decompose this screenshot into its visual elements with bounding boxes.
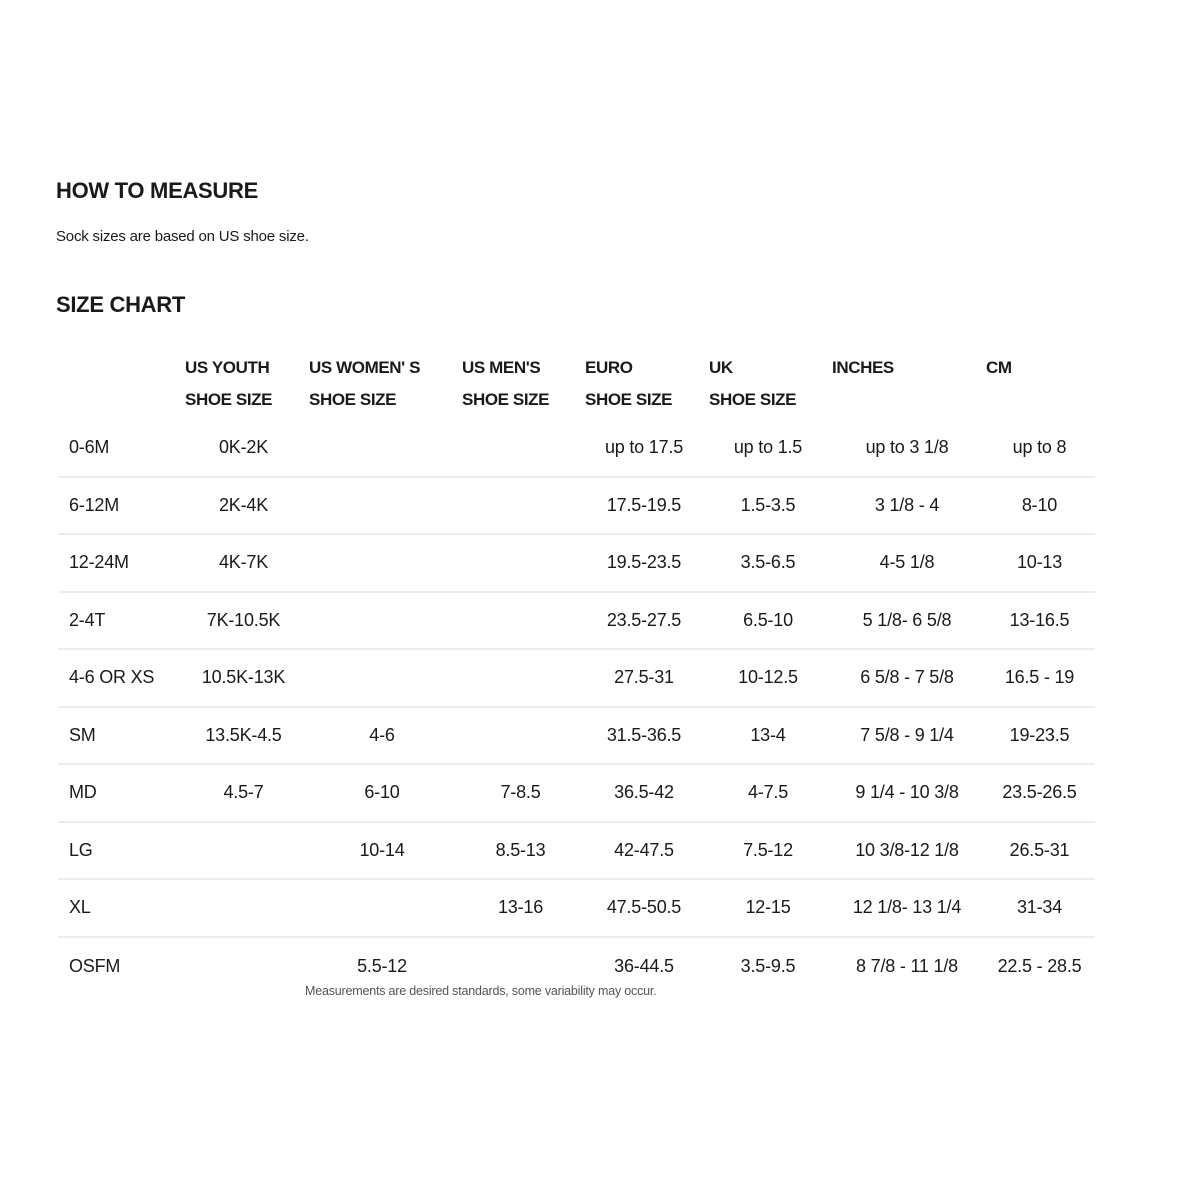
cell-inches: 5 1/8- 6 5/8: [862, 609, 952, 630]
how-to-measure-heading: HOW TO MEASURE: [56, 178, 258, 203]
cell-inches: 3 1/8 - 4: [874, 494, 940, 515]
cell-cm: 19-23.5: [1009, 724, 1070, 745]
cell-us-men: 7-8.5: [500, 782, 541, 803]
header-us-women: US WOMEN' S SHOE SIZE: [309, 358, 421, 409]
cell-us-men: 8.5-13: [495, 839, 546, 860]
cell-size: MD: [69, 782, 97, 803]
cell-uk: 4-7.5: [747, 782, 789, 803]
cell-size: 2-4T: [69, 609, 106, 630]
cell-us-women: 6-10: [364, 782, 400, 803]
cell-us-women: 4-6: [369, 724, 395, 745]
cell-cm: 13-16.5: [1009, 609, 1070, 630]
header-us-youth: US YOUTH SHOE SIZE: [185, 358, 273, 409]
cell-size: XL: [69, 897, 91, 918]
cell-euro: 27.5-31: [614, 667, 674, 688]
cell-inches: 6 5/8 - 7 5/8: [860, 667, 954, 688]
cell-inches: 8 7/8 - 11 1/8: [856, 955, 958, 976]
cell-uk: 3.5-6.5: [740, 552, 796, 573]
cell-inches: 9 1/4 - 10 3/8: [855, 782, 959, 803]
table-row: [58, 765, 1095, 823]
cell-euro: 36.5-42: [614, 782, 674, 803]
cell-uk: 1.5-3.5: [740, 494, 796, 515]
cell-cm: 26.5-31: [1009, 839, 1070, 860]
table-row: [58, 420, 1095, 478]
table-row: [58, 880, 1095, 938]
cell-us-youth: 0K-2K: [218, 437, 269, 458]
cell-cm: 31-34: [1016, 897, 1063, 918]
cell-euro: 17.5-19.5: [606, 494, 682, 515]
cell-inches: 10 3/8-12 1/8: [855, 839, 959, 860]
cell-us-women: 10-14: [359, 839, 405, 860]
cell-uk: 12-15: [745, 897, 791, 918]
table-row: [58, 593, 1095, 651]
cell-uk: 13-4: [750, 724, 786, 745]
cell-size: 12-24M: [69, 552, 129, 573]
header-size: [58, 352, 182, 420]
cell-us-men: 13-16: [497, 897, 544, 918]
cell-us-youth: 10.5K-13K: [201, 667, 286, 688]
table-row: [58, 823, 1095, 881]
header-cm: CM: [986, 358, 1012, 377]
cell-us-youth: 2K-4K: [218, 494, 269, 515]
cell-cm: 16.5 - 19: [1004, 667, 1075, 688]
cell-euro: 36-44.5: [614, 955, 674, 976]
cell-uk: 10-12.5: [738, 667, 798, 688]
size-chart-heading: SIZE CHART: [56, 292, 186, 317]
cell-cm: 23.5-26.5: [1002, 782, 1077, 803]
measurement-note: Measurements are desired standards, some variability may occur.: [305, 984, 657, 998]
cell-us-youth: 13.5K-4.5: [205, 724, 282, 745]
header-uk: UK SHOE SIZE: [709, 358, 797, 409]
header-euro: EURO SHOE SIZE: [585, 358, 673, 409]
cell-size: LG: [69, 839, 93, 860]
cell-uk: 6.5-10: [743, 609, 793, 630]
cell-size: 6-12M: [69, 494, 120, 515]
cell-inches: 4-5 1/8: [879, 552, 935, 573]
size-chart-table: [58, 352, 1095, 995]
cell-cm: 8-10: [1021, 494, 1058, 515]
cell-cm: 10-13: [1016, 552, 1063, 573]
cell-us-youth: 4.5-7: [223, 782, 264, 803]
table-header-row: [58, 352, 1095, 420]
cell-uk: 3.5-9.5: [740, 955, 796, 976]
table-row: [58, 708, 1095, 766]
table-row: [58, 650, 1095, 708]
cell-euro: 23.5-27.5: [606, 609, 682, 630]
cell-size: OSFM: [69, 955, 121, 976]
cell-size: 4-6 OR XS: [69, 667, 155, 688]
cell-us-youth: 7K-10.5K: [206, 609, 281, 630]
cell-size: 0-6M: [69, 437, 110, 458]
cell-euro: 31.5-36.5: [606, 724, 682, 745]
cell-euro: 19.5-23.5: [606, 552, 682, 573]
cell-inches: 7 5/8 - 9 1/4: [860, 724, 954, 745]
cell-euro: up to 17.5: [604, 437, 684, 458]
cell-inches: 12 1/8- 13 1/4: [852, 897, 962, 918]
table-row: [58, 535, 1095, 593]
cell-euro: 42-47.5: [614, 839, 674, 860]
cell-uk: 7.5-12: [743, 839, 793, 860]
cell-us-youth: 4K-7K: [218, 552, 269, 573]
cell-cm: up to 8: [1012, 437, 1067, 458]
measure-description: Sock sizes are based on US shoe size.: [56, 228, 309, 245]
cell-euro: 47.5-50.5: [606, 897, 682, 918]
table-body: [58, 420, 1095, 995]
cell-cm: 22.5 - 28.5: [997, 955, 1082, 976]
table-row: [58, 478, 1095, 536]
cell-inches: up to 3 1/8: [865, 437, 949, 458]
cell-uk: up to 1.5: [733, 437, 803, 458]
cell-us-women: 5.5-12: [357, 955, 407, 976]
header-inches: INCHES: [832, 358, 894, 377]
cell-size: SM: [69, 724, 96, 745]
header-us-men: US MEN'S SHOE SIZE: [462, 358, 550, 409]
